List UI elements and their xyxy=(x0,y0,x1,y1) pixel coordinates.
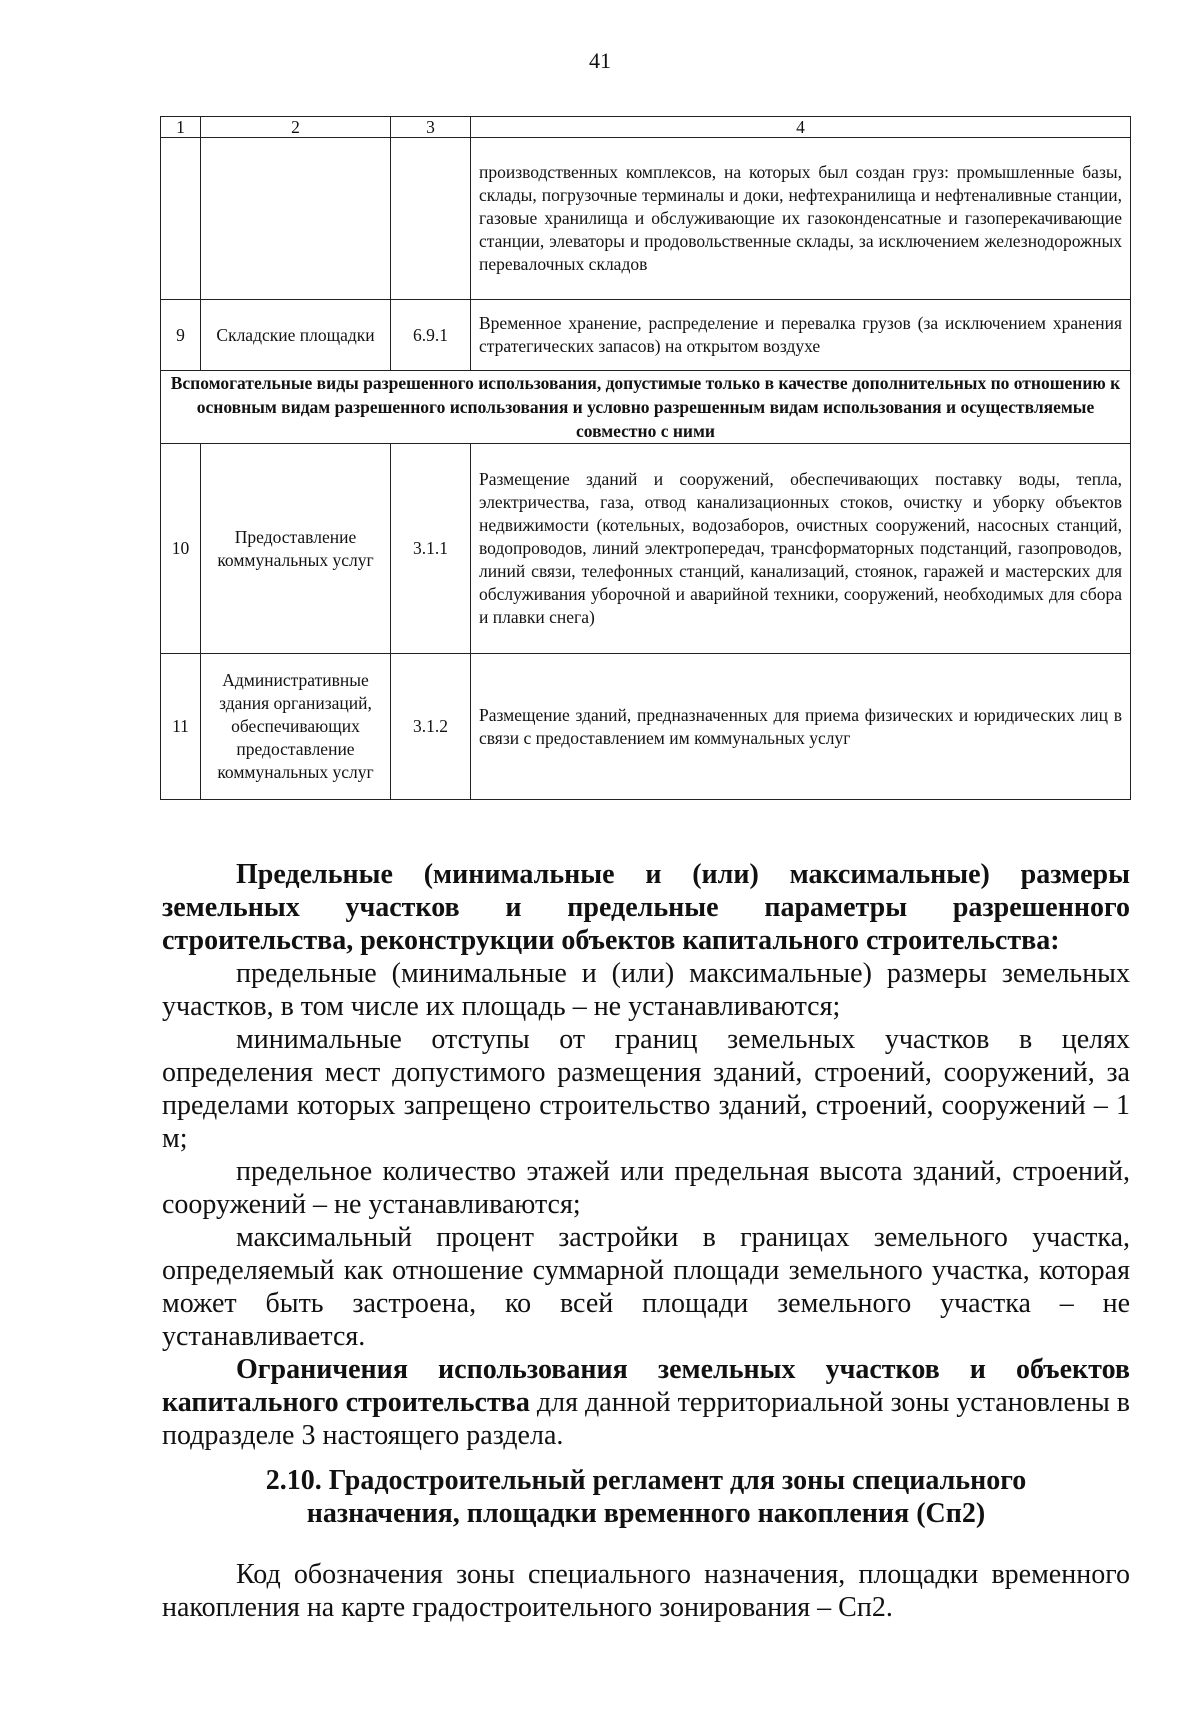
limit-item: предельные (минимальные и (или) максимальные) размеры земельных участков, в том числе их площадь – не устанавливаются; xyxy=(162,958,1130,1022)
zone-code-text: Код обозначения зоны специального назначения, площадки временного накопления на карте градостроительного зонирования – Сп2. xyxy=(162,1559,1130,1623)
limits-heading: Предельные (минимальные и (или) максимальные) размеры земельных участков и предельные параметры разрешенного строительства, реконструкции объектов капитального строительства: xyxy=(162,859,1130,956)
page-number: 41 xyxy=(589,48,611,73)
land-use-table xyxy=(160,116,1131,800)
limit-item: максимальный процент застройки в границах земельного участка, определяемый как отношение суммарной площади земельного участка, которая может быть застроена, ко всей площади земельного участка – не устанавливается. xyxy=(162,1222,1130,1352)
row-code: 3.1.2 xyxy=(391,654,471,800)
row-code xyxy=(391,138,471,300)
row-num: 11 xyxy=(161,654,201,800)
column-number-3: 3 xyxy=(391,117,471,138)
section-2-10-heading xyxy=(162,1464,1130,1530)
column-number-1: 1 xyxy=(161,117,201,138)
limit-item: минимальные отступы от границ земельных участков в целях определения мест допустимого размещения зданий, строений, сооружений, за пределами которых запрещено строительство зданий, строений, сооружений – 1 м; xyxy=(162,1024,1130,1154)
row-num: 10 xyxy=(161,444,201,654)
column-number-2: 2 xyxy=(201,117,391,138)
row-name: Предоставление коммунальных услуг xyxy=(201,444,391,654)
section-heading-line: 2.10. Градостроительный регламент для зоны специального xyxy=(265,1465,1027,1496)
row-code: 6.9.1 xyxy=(391,300,471,371)
restrictions-rest: для данной территориальной зоны установлены в подразделе 3 настоящего раздела. xyxy=(162,1387,1130,1451)
table-row-10 xyxy=(161,444,1131,654)
table-row-11 xyxy=(161,654,1131,800)
section-heading-line: назначения, площадки временного накопления (Сп2) xyxy=(306,1498,986,1529)
auxiliary-uses-heading: Вспомогательные виды разрешенного использования, допустимые только в качестве дополнительных по отношению к основным видам разрешенного использования и условно разрешенным видам использования и осуществляемые совместно с ними xyxy=(161,371,1131,444)
row-description: Временное хранение, распределение и перевалка грузов (за исключением хранения стратегических запасов) на открытом воздухе xyxy=(471,300,1131,371)
zone-code-paragraph xyxy=(162,1558,1130,1624)
row-name: Административные здания организаций, обеспечивающих предоставление коммунальных услуг xyxy=(201,654,391,800)
column-number-4: 4 xyxy=(471,117,1131,138)
table-row-continuation xyxy=(161,138,1131,300)
table-header-row xyxy=(161,117,1131,138)
row-description: Размещение зданий и сооружений, обеспечивающих поставку воды, тепла, электричества, газа, отвод канализационных стоков, очистку и уборку объектов недвижимости (котельных, водозаборов, очистных сооружений, насосных станций, водопроводов, линий электропередач, трансформаторных подстанций, газопроводов, линий связи, телефонных станций, канализаций, стоянок, гаражей и мастерских для обслуживания уборочной и аварийной техники, сооружений, необходимых для сбора и плавки снега) xyxy=(471,444,1131,654)
row-name xyxy=(201,138,391,300)
row-code: 3.1.1 xyxy=(391,444,471,654)
table-row-9 xyxy=(161,300,1131,371)
row-description: производственных комплексов, на которых был создан груз: промышленные базы, склады, погрузочные терминалы и доки, нефтехранилища и нефтеналивные станции, газовые хранилища и обслуживающие их газоконденсатные и газоперекачивающие станции, элеваторы и продовольственные склады, за исключением железнодорожных перевалочных складов xyxy=(471,138,1131,300)
row-description: Размещение зданий, предназначенных для приема физических и юридических лиц в связи с предоставлением им коммунальных услуг xyxy=(471,654,1131,800)
row-name: Складские площадки xyxy=(201,300,391,371)
row-num xyxy=(161,138,201,300)
restrictions-bold: Ограничения использования земельных участков и объектов капитального строительства xyxy=(162,1354,1130,1418)
row-num: 9 xyxy=(161,300,201,371)
limits-section xyxy=(162,858,1130,1452)
restrictions-paragraph xyxy=(162,1353,1130,1452)
limit-item: предельное количество этажей или предельная высота зданий, строений, сооружений – не устанавливаются; xyxy=(162,1156,1130,1220)
table-section-row xyxy=(161,371,1131,444)
